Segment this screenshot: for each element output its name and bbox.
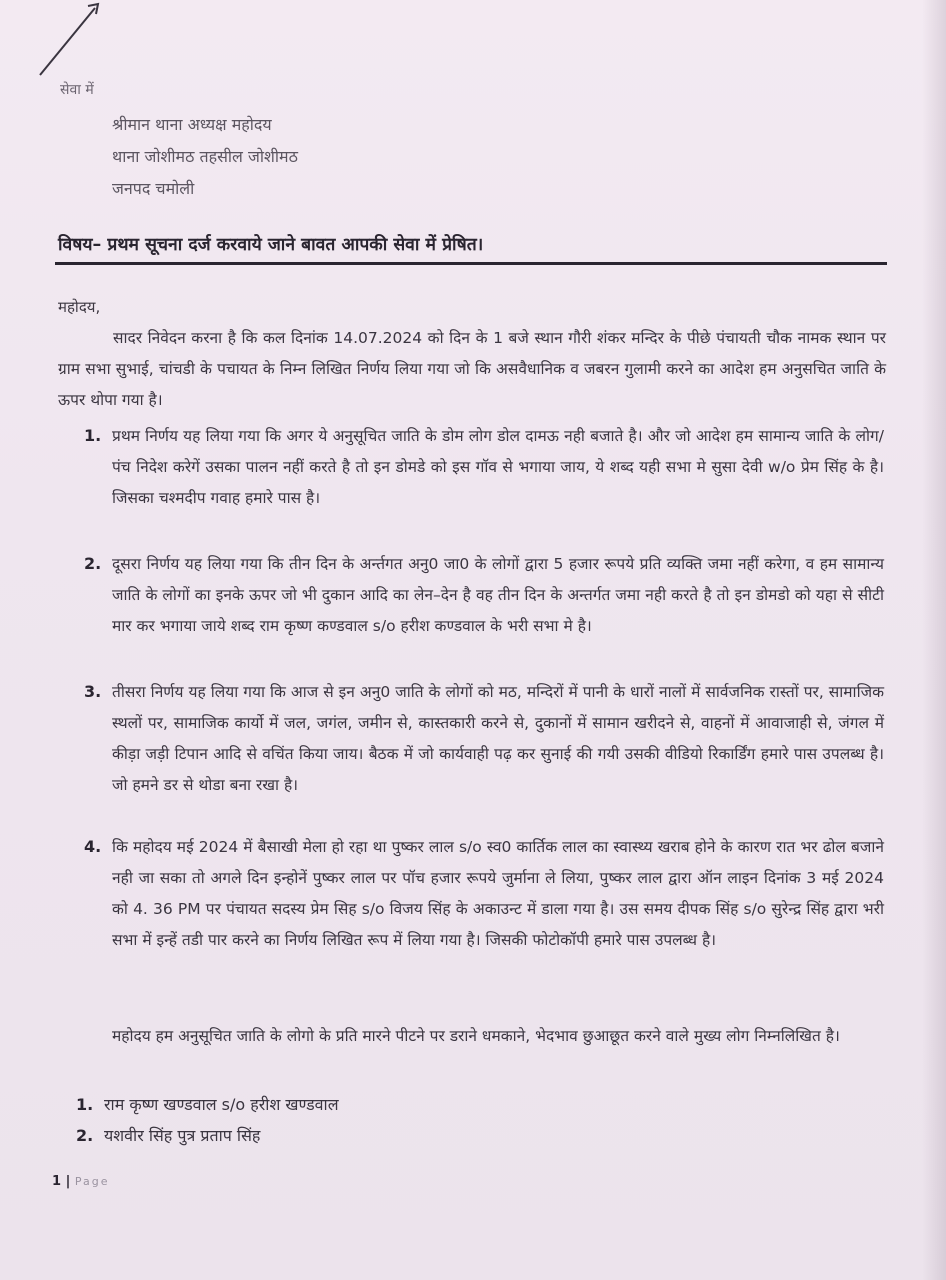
to-line: सेवा में	[60, 82, 94, 98]
page-edge-shadow	[922, 0, 946, 1280]
page-number: 1	[52, 1174, 62, 1189]
salutation: महोदय,	[58, 298, 101, 316]
item-text-2: दूसरा निर्णय यह लिया गया कि तीन दिन के अर्न्तगत अनु0 जा0 के लोगों द्वारा 5 हजार रूपये प्रति व्यक्ति जमा नहीं करेगा, व हम सामान्य जाति के लोगों का इनके ऊपर जो भी दुकान आदि का लेन–देन है वह तीन दिन के अन्तर्गत जमा नही करते है तो इन डोमडो को यहा से सीटी मार कर भगाया जाये शब्द राम कृष्ण कण्डवाल s/o हरीश कण्डवाल के भरी सभा मे है।	[112, 555, 884, 635]
address-line-3: जनपद चमोली	[112, 179, 195, 198]
item-number-3: 3.	[84, 682, 102, 701]
address-line-2: थाना जोशीमठ तहसील जोशीमठ	[112, 147, 298, 166]
folded-corner-mark	[0, 0, 120, 80]
item-text-1: प्रथम निर्णय यह लिया गया कि अगर ये अनुसूचित जाति के डोम लोग डोल दामऊ नही बजाते है। और जो आदेश हम सामान्य जाति के लोग/पंच निदेश करेगें उसका पालन नहीं करते है तो इन डोमडे को इस गॉव से भगाया जाय, ये शब्द यही सभा मे सुसा देवी w/o प्रेम सिंह के है। जिसका चश्मदीप गवाह हमारे पास है।	[112, 427, 884, 507]
item-number-4: 4.	[84, 837, 102, 856]
item-number-1: 1.	[84, 426, 102, 445]
intro-paragraph: सादर निवेदन करना है कि कल दिनांक 14.07.2024 को दिन के 1 बजे स्थान गौरी शंकर मन्दिर के पीछे पंचायती चौक नामक स्थान पर ग्राम सभा सुभाई, चांचडी के पचायत के निम्न लिखित निर्णय लिया गया जो कि असवैधानिक व जबरन गुलामी करने का आदेश हम अनुसचित जाति के ऊपर थोपा गया है।	[58, 329, 886, 409]
page-separator: |	[61, 1174, 75, 1189]
subject-divider	[55, 262, 887, 265]
item-number-2: 2.	[84, 554, 102, 573]
page-label: Page	[74, 1175, 110, 1188]
name-number-1: 1.	[76, 1095, 94, 1114]
subject-line: विषय– प्रथम सूचना दर्ज करवाये जाने बावत आपकी सेवा में प्रेषित।	[58, 235, 484, 255]
name-number-2: 2.	[76, 1126, 94, 1145]
name-entry-2: यशवीर सिंह पुत्र प्रताप सिंह	[104, 1126, 261, 1145]
closing-paragraph: महोदय हम अनुसूचित जाति के लोगो के प्रति मारने पीटने पर डराने धमकाने, भेदभाव छुआछूत करने वाले मुख्य लोग निम्नलिखित है।	[112, 1027, 840, 1045]
address-line-1: श्रीमान थाना अध्यक्ष महोदय	[112, 115, 272, 134]
name-entry-1: राम कृष्ण खण्डवाल s/o हरीश खण्डवाल	[104, 1095, 339, 1114]
item-text-3: तीसरा निर्णय यह लिया गया कि आज से इन अनु0 जाति के लोगों को मठ, मन्दिरों में पानी के धारों नालों में सार्वजनिक रास्तों पर, सामाजिक स्थलों पर, सामाजिक कार्यो में जल, जगंल, जमीन से, कास्तकारी करने से, दुकानों में सामान खरीदने से, वाहनों में आवाजाही से, जंगल में कीड़ा जड़ी टिपान आदि से वचिंत किया जाय। बैठक में जो कार्यवाही पढ़ कर सुनाई की गयी उसकी वीडियो रिकार्डिंग हमारे पास उपलब्ध है। जो हमने डर से थोडा बना रखा है।	[112, 683, 884, 794]
page-footer	[52, 1174, 110, 1189]
item-text-4: कि महोदय मई 2024 में बैसाखी मेला हो रहा था पुष्कर लाल s/o स्व0 कार्तिक लाल का स्वास्थ्य खराब होने के कारण रात भर ढोल बजाने नही जा सका तो अगले दिन इन्होनें पुष्कर लाल पर पॉच हजार रूपये जुर्माना ले लिया, पुष्कर लाल द्वारा ऑन लाइन दिनांक 3 मई 2024 को 4. 36 PM पर पंचायत सदस्य प्रेम सिह s/o विजय सिंह के अकाउन्ट में डाला गया है। उस समय दीपक सिंह s/o सुरेन्द्र सिंह द्वारा भरी सभा में इन्हें तडी पार करने का निर्णय लिखित रूप में लिया गया है। जिसकी फोटोकॉपी हमारे पास उपलब्ध है।	[112, 838, 884, 949]
